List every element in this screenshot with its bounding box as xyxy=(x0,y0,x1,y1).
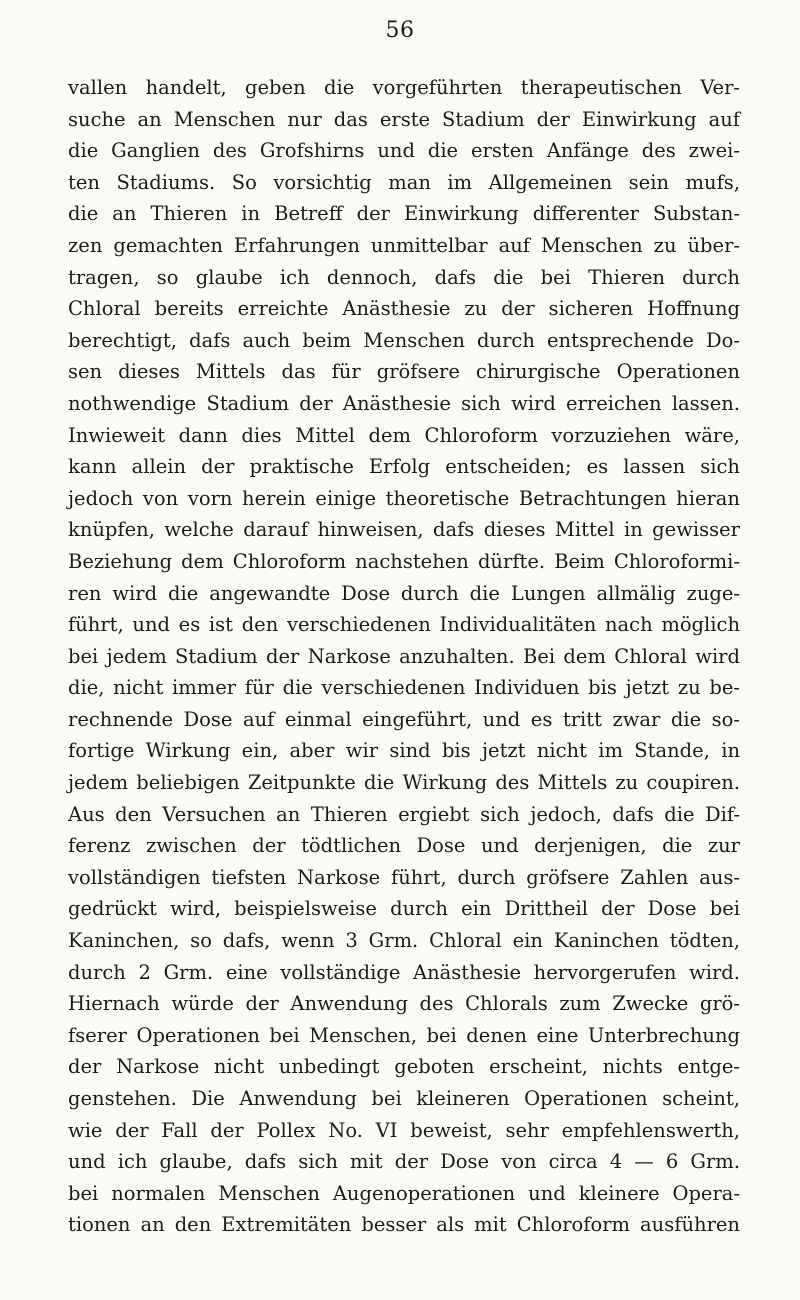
text-line: tionen an den Extremitäten besser als mit Chloroform ausführen xyxy=(68,1213,740,1237)
text-line: durch 2 Grm. eine vollständige Anästhesie hervorgerufen wird. xyxy=(68,960,740,984)
text-line: bei normalen Menschen Augenoperationen und kleinere Opera- xyxy=(68,1181,740,1205)
body-text xyxy=(68,72,740,1241)
text-line: die Ganglien des Grofshirns und die ersten Anfänge des zwei- xyxy=(68,139,740,163)
text-line: fortige Wirkung ein, aber wir sind bis jetzt nicht im Stande, in xyxy=(68,739,740,763)
text-line: vallen handelt, geben die vorgeführten therapeutischen Ver- xyxy=(68,76,740,99)
text-line: Beziehung dem Chloroform nachstehen dürfte. Beim Chloroformi- xyxy=(68,549,740,573)
page-number: 56 xyxy=(385,18,415,43)
text-line: Aus den Versuchen an Thieren ergiebt sich jedoch, dafs die Dif- xyxy=(68,802,740,826)
text-line: sen dieses Mittels das für gröfsere chirurgische Operationen xyxy=(68,360,740,384)
text-line: genstehen. Die Anwendung bei kleineren Operationen scheint, xyxy=(68,1087,740,1110)
text-line: suche an Menschen nur das erste Stadium der Einwirkung auf xyxy=(68,107,740,131)
text-line: jedoch von vorn herein einige theoretische Betrachtungen hieran xyxy=(68,486,740,510)
text-line: führt, und es ist den verschiedenen Individualitäten nach möglich xyxy=(68,613,740,637)
text-line: tragen, so glaube ich dennoch, dafs die bei Thieren durch xyxy=(68,265,740,289)
text-line: der Narkose nicht unbedingt geboten erscheint, nichts entge- xyxy=(68,1055,740,1079)
text-line: und ich glaube, dafs sich mit der Dose von circa 4 — 6 Grm. xyxy=(68,1150,740,1174)
text-line: rechnende Dose auf einmal eingeführt, und es tritt zwar die so- xyxy=(68,707,740,731)
text-line: knüpfen, welche darauf hinweisen, dafs dieses Mittel in gewisser xyxy=(68,518,740,542)
text-line: ferenz zwischen der tödtlichen Dose und derjenigen, die zur xyxy=(68,834,740,858)
text-line: Inwieweit dann dies Mittel dem Chloroform vorzuziehen wäre, xyxy=(68,423,740,447)
text-line: ten Stadiums. So vorsichtig man im Allgemeinen sein mufs, xyxy=(68,170,740,194)
text-line: nothwendige Stadium der Anästhesie sich wird erreichen lassen. xyxy=(68,391,740,415)
text-line: gedrückt wird, beispielsweise durch ein Drittheil der Dose bei xyxy=(68,897,740,921)
text-line: die an Thieren in Betreff der Einwirkung differenter Substan- xyxy=(68,202,740,226)
text-line: Kaninchen, so dafs, wenn 3 Grm. Chloral ein Kaninchen tödten, xyxy=(68,929,740,953)
text-line: bei jedem Stadium der Narkose anzuhalten. Bei dem Chloral wird xyxy=(68,644,740,668)
text-line: ren wird die angewandte Dose durch die Lungen allmälig zuge- xyxy=(68,581,740,605)
text-line: Hiernach würde der Anwendung des Chlorals zum Zwecke grö- xyxy=(68,992,740,1016)
text-line: wie der Fall der Pollex No. VI beweist, sehr empfehlenswerth, xyxy=(68,1118,740,1142)
text-line: fserer Operationen bei Menschen, bei denen eine Unterbrechung xyxy=(68,1023,740,1047)
text-line: kann allein der praktische Erfolg entscheiden; es lassen sich xyxy=(68,455,740,479)
text-line: die, nicht immer für die verschiedenen Individuen bis jetzt zu be- xyxy=(68,676,740,700)
text-line: Chloral bereits erreichte Anästhesie zu der sicheren Hoffnung xyxy=(68,297,740,321)
text-line: berechtigt, dafs auch beim Menschen durch entsprechende Do- xyxy=(68,328,740,352)
text-line: zen gemachten Erfahrungen unmittelbar auf Menschen zu über- xyxy=(68,233,740,257)
text-line: vollständigen tiefsten Narkose führt, durch gröfsere Zahlen aus- xyxy=(68,865,740,889)
text-line: jedem beliebigen Zeitpunkte die Wirkung des Mittels zu coupiren. xyxy=(68,771,740,795)
